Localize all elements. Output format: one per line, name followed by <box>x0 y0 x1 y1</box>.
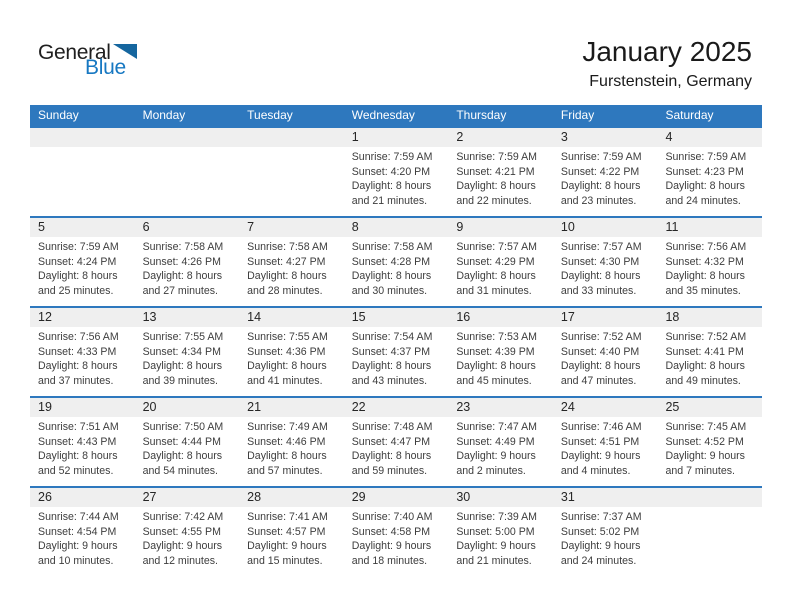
day-details <box>448 507 553 568</box>
day-number: 17 <box>553 308 658 327</box>
day-info-line: and 57 minutes. <box>247 464 323 477</box>
day-details <box>448 237 553 298</box>
day-details <box>344 147 449 208</box>
title-block <box>582 36 752 91</box>
logo-text-general: General <box>38 41 111 64</box>
day-cell <box>448 398 553 486</box>
day-details <box>657 237 762 298</box>
day-cell <box>239 488 344 576</box>
day-info-line: Sunset: 4:44 PM <box>142 435 221 448</box>
day-info-line: Daylight: 8 hours <box>247 450 327 463</box>
day-info-line: and 49 minutes. <box>665 374 741 387</box>
day-number: 5 <box>30 218 135 237</box>
day-info-line: Sunset: 4:49 PM <box>456 435 535 448</box>
day-details <box>135 507 240 568</box>
page-title: January 2025 <box>582 36 752 67</box>
day-cell <box>239 218 344 306</box>
day-info-line: and 43 minutes. <box>351 374 428 387</box>
day-cell <box>448 218 553 306</box>
day-number: 31 <box>553 488 658 507</box>
day-info-line: Sunset: 4:23 PM <box>665 165 744 178</box>
day-info-line: Sunset: 4:28 PM <box>351 255 431 268</box>
day-info-line: Daylight: 8 hours <box>456 270 536 283</box>
day-details <box>239 417 344 478</box>
day-details <box>135 327 240 388</box>
day-info-line: and 30 minutes. <box>351 284 428 297</box>
day-cell <box>239 398 344 486</box>
day-info-line: Sunrise: 7:57 AM <box>560 241 642 253</box>
day-info-line: and 24 minutes. <box>665 194 741 207</box>
day-info-line: Sunset: 4:30 PM <box>560 255 640 268</box>
day-info-line: Sunset: 4:46 PM <box>247 435 326 448</box>
day-info-line: Sunset: 4:26 PM <box>142 255 221 268</box>
weekday-header-thursday: Thursday <box>456 108 507 122</box>
day-number: 6 <box>135 218 240 237</box>
day-info-line: Sunset: 4:40 PM <box>560 345 640 358</box>
day-details <box>553 417 658 478</box>
day-number: 3 <box>553 128 658 147</box>
day-number: 25 <box>657 398 762 417</box>
day-info-line: and 41 minutes. <box>247 374 323 387</box>
day-details <box>30 147 135 150</box>
day-info-line: Daylight: 8 hours <box>456 180 536 193</box>
day-info-line: Daylight: 8 hours <box>665 180 745 193</box>
day-info-line: and 28 minutes. <box>247 284 323 297</box>
day-details <box>239 237 344 298</box>
calendar-table <box>30 105 762 576</box>
day-info-line: Sunrise: 7:59 AM <box>351 151 433 163</box>
day-number: 2 <box>448 128 553 147</box>
day-number: 27 <box>135 488 240 507</box>
calendar-weeks <box>30 126 762 576</box>
weekday-header-wednesday: Wednesday <box>351 108 415 122</box>
day-info-line: and 10 minutes. <box>38 554 114 567</box>
day-info-line: Daylight: 8 hours <box>665 360 745 373</box>
day-info-line: Sunset: 4:51 PM <box>560 435 640 448</box>
day-info-line: Sunrise: 7:51 AM <box>38 421 119 433</box>
day-info-line: Daylight: 8 hours <box>560 180 641 193</box>
day-info-line: Daylight: 8 hours <box>142 450 223 463</box>
day-info-line: Sunrise: 7:54 AM <box>351 331 433 343</box>
day-info-line: Daylight: 9 hours <box>142 540 223 553</box>
day-cell <box>657 488 762 576</box>
day-info-line: and 18 minutes. <box>351 554 428 567</box>
day-info-line: Sunset: 4:47 PM <box>351 435 431 448</box>
day-details <box>239 327 344 388</box>
day-info-line: Sunrise: 7:58 AM <box>247 241 328 253</box>
day-number: 1 <box>344 128 449 147</box>
weekday-header-sunday: Sunday <box>38 108 79 122</box>
weekday-header-monday: Monday <box>142 108 186 122</box>
week-row <box>30 396 762 486</box>
day-info-line: Sunrise: 7:59 AM <box>456 151 537 163</box>
day-details <box>448 147 553 208</box>
day-info-line: Sunset: 4:43 PM <box>38 435 117 448</box>
day-details <box>553 147 658 208</box>
logo-text-blue: Blue <box>85 56 126 80</box>
weekday-header-tuesday: Tuesday <box>247 108 293 122</box>
day-details <box>553 327 658 388</box>
day-info-line: Daylight: 8 hours <box>142 360 223 373</box>
day-info-line: and 12 minutes. <box>142 554 218 567</box>
day-details <box>344 237 449 298</box>
day-number: 8 <box>344 218 449 237</box>
day-cell <box>657 218 762 306</box>
day-cell <box>135 488 240 576</box>
day-info-line: Sunset: 5:02 PM <box>560 525 640 538</box>
day-details <box>239 147 344 150</box>
day-cell <box>553 398 658 486</box>
day-cell <box>448 128 553 216</box>
day-info-line: Sunrise: 7:42 AM <box>142 511 224 523</box>
day-cell <box>30 128 135 216</box>
day-number <box>30 128 135 147</box>
day-info-line: Sunrise: 7:59 AM <box>38 241 119 253</box>
day-info-line: and 25 minutes. <box>38 284 114 297</box>
day-cell <box>30 488 135 576</box>
day-info-line: Sunrise: 7:37 AM <box>560 511 642 523</box>
day-info-line: Sunrise: 7:45 AM <box>665 421 747 433</box>
day-info-line: Sunset: 4:52 PM <box>665 435 744 448</box>
day-cell <box>553 128 658 216</box>
day-number <box>657 488 762 507</box>
day-info-line: Daylight: 8 hours <box>247 270 327 283</box>
day-number: 23 <box>448 398 553 417</box>
day-number: 22 <box>344 398 449 417</box>
day-info-line: and 4 minutes. <box>560 464 631 477</box>
day-info-line: Sunset: 4:21 PM <box>456 165 535 178</box>
day-details <box>135 147 240 150</box>
day-details <box>344 507 449 568</box>
day-info-line: Daylight: 9 hours <box>247 540 327 553</box>
day-details <box>344 327 449 388</box>
day-info-line: Daylight: 8 hours <box>351 360 432 373</box>
day-cell <box>239 128 344 216</box>
day-info-line: and 45 minutes. <box>456 374 532 387</box>
day-info-line: and 35 minutes. <box>665 284 741 297</box>
day-cell <box>30 398 135 486</box>
day-number: 12 <box>30 308 135 327</box>
day-info-line: Daylight: 8 hours <box>560 270 641 283</box>
day-info-line: Daylight: 8 hours <box>247 360 327 373</box>
day-details <box>657 507 762 510</box>
day-info-line: Daylight: 8 hours <box>38 360 118 373</box>
weekday-header-row <box>30 105 762 126</box>
day-info-line: Sunrise: 7:40 AM <box>351 511 433 523</box>
day-cell <box>657 128 762 216</box>
day-info-line: Sunrise: 7:58 AM <box>142 241 224 253</box>
day-number <box>239 128 344 147</box>
day-info-line: and 54 minutes. <box>142 464 218 477</box>
day-number: 14 <box>239 308 344 327</box>
day-info-line: and 23 minutes. <box>560 194 637 207</box>
week-row <box>30 216 762 306</box>
day-number: 9 <box>448 218 553 237</box>
day-info-line: Daylight: 9 hours <box>38 540 118 553</box>
day-number: 28 <box>239 488 344 507</box>
day-info-line: Daylight: 8 hours <box>38 270 118 283</box>
day-cell <box>657 398 762 486</box>
day-info-line: Sunset: 4:33 PM <box>38 345 117 358</box>
day-info-line: Daylight: 8 hours <box>456 360 536 373</box>
day-info-line: Sunset: 4:24 PM <box>38 255 117 268</box>
day-number <box>135 128 240 147</box>
day-info-line: Sunset: 4:34 PM <box>142 345 221 358</box>
day-cell <box>448 308 553 396</box>
day-cell <box>553 488 658 576</box>
day-details <box>448 327 553 388</box>
week-row <box>30 126 762 216</box>
day-number: 30 <box>448 488 553 507</box>
day-details <box>239 507 344 568</box>
day-cell <box>135 308 240 396</box>
day-info-line: and 39 minutes. <box>142 374 218 387</box>
day-number: 13 <box>135 308 240 327</box>
day-info-line: Sunrise: 7:56 AM <box>665 241 747 253</box>
day-number: 26 <box>30 488 135 507</box>
weekday-header-friday: Friday <box>560 108 595 122</box>
day-info-line: Sunrise: 7:39 AM <box>456 511 537 523</box>
day-info-line: Sunrise: 7:55 AM <box>247 331 328 343</box>
day-info-line: Sunset: 4:57 PM <box>247 525 326 538</box>
day-info-line: Sunset: 4:41 PM <box>665 345 744 358</box>
day-details <box>448 417 553 478</box>
day-info-line: and 21 minutes. <box>456 554 532 567</box>
week-row <box>30 486 762 576</box>
day-cell <box>448 488 553 576</box>
day-info-line: Sunrise: 7:41 AM <box>247 511 328 523</box>
day-info-line: Daylight: 8 hours <box>38 450 118 463</box>
day-cell <box>553 308 658 396</box>
day-number: 10 <box>553 218 658 237</box>
day-cell <box>344 218 449 306</box>
day-info-line: Sunrise: 7:52 AM <box>560 331 642 343</box>
day-info-line: Daylight: 8 hours <box>351 450 432 463</box>
day-info-line: Sunset: 4:32 PM <box>665 255 744 268</box>
day-info-line: Daylight: 8 hours <box>142 270 223 283</box>
day-info-line: Daylight: 8 hours <box>665 270 745 283</box>
day-info-line: Sunrise: 7:48 AM <box>351 421 433 433</box>
day-info-line: and 22 minutes. <box>456 194 532 207</box>
day-details <box>30 417 135 478</box>
day-number: 20 <box>135 398 240 417</box>
day-info-line: Daylight: 9 hours <box>560 540 641 553</box>
day-details <box>135 417 240 478</box>
week-row <box>30 306 762 396</box>
day-info-line: Daylight: 9 hours <box>456 540 536 553</box>
day-info-line: and 52 minutes. <box>38 464 114 477</box>
day-info-line: and 24 minutes. <box>560 554 637 567</box>
day-info-line: Sunset: 4:27 PM <box>247 255 326 268</box>
day-details <box>30 327 135 388</box>
day-info-line: and 27 minutes. <box>142 284 218 297</box>
day-cell <box>30 308 135 396</box>
day-info-line: Daylight: 9 hours <box>560 450 641 463</box>
day-cell <box>344 488 449 576</box>
day-info-line: Sunrise: 7:59 AM <box>560 151 642 163</box>
day-info-line: Sunrise: 7:53 AM <box>456 331 537 343</box>
day-details <box>657 417 762 478</box>
day-info-line: Daylight: 9 hours <box>456 450 536 463</box>
day-info-line: Sunset: 5:00 PM <box>456 525 535 538</box>
day-info-line: and 15 minutes. <box>247 554 323 567</box>
day-info-line: Sunset: 4:22 PM <box>560 165 640 178</box>
day-cell <box>135 128 240 216</box>
day-info-line: and 7 minutes. <box>665 464 735 477</box>
day-info-line: Sunset: 4:39 PM <box>456 345 535 358</box>
day-info-line: Sunrise: 7:46 AM <box>560 421 642 433</box>
day-info-line: Sunrise: 7:59 AM <box>665 151 747 163</box>
day-number: 7 <box>239 218 344 237</box>
day-info-line: Sunset: 4:37 PM <box>351 345 431 358</box>
day-info-line: Sunrise: 7:50 AM <box>142 421 224 433</box>
day-details <box>657 147 762 208</box>
day-info-line: Daylight: 8 hours <box>560 360 641 373</box>
day-cell <box>239 308 344 396</box>
day-details <box>135 237 240 298</box>
day-info-line: Sunset: 4:54 PM <box>38 525 117 538</box>
day-cell <box>657 308 762 396</box>
day-cell <box>135 218 240 306</box>
day-number: 24 <box>553 398 658 417</box>
day-number: 11 <box>657 218 762 237</box>
day-info-line: Sunset: 4:36 PM <box>247 345 326 358</box>
day-info-line: and 47 minutes. <box>560 374 637 387</box>
day-info-line: Daylight: 9 hours <box>351 540 432 553</box>
day-info-line: Sunrise: 7:52 AM <box>665 331 747 343</box>
day-cell <box>30 218 135 306</box>
day-details <box>30 507 135 568</box>
day-cell <box>344 308 449 396</box>
day-number: 16 <box>448 308 553 327</box>
day-info-line: Sunset: 4:20 PM <box>351 165 431 178</box>
day-info-line: and 31 minutes. <box>456 284 532 297</box>
day-details <box>553 237 658 298</box>
day-details <box>553 507 658 568</box>
day-info-line: and 33 minutes. <box>560 284 637 297</box>
day-cell <box>344 398 449 486</box>
day-info-line: Sunrise: 7:49 AM <box>247 421 328 433</box>
day-details <box>344 417 449 478</box>
general-blue-logo <box>38 42 137 79</box>
day-info-line: Sunrise: 7:44 AM <box>38 511 119 523</box>
weekday-header-saturday: Saturday <box>665 108 714 122</box>
day-info-line: Sunrise: 7:55 AM <box>142 331 224 343</box>
day-info-line: Sunset: 4:58 PM <box>351 525 431 538</box>
day-info-line: and 37 minutes. <box>38 374 114 387</box>
day-number: 21 <box>239 398 344 417</box>
day-info-line: and 59 minutes. <box>351 464 428 477</box>
day-info-line: Sunrise: 7:57 AM <box>456 241 537 253</box>
day-number: 29 <box>344 488 449 507</box>
day-number: 4 <box>657 128 762 147</box>
day-info-line: Sunset: 4:55 PM <box>142 525 221 538</box>
day-number: 19 <box>30 398 135 417</box>
day-cell <box>344 128 449 216</box>
day-info-line: Sunrise: 7:47 AM <box>456 421 537 433</box>
day-info-line: Sunrise: 7:58 AM <box>351 241 433 253</box>
day-number: 15 <box>344 308 449 327</box>
day-details <box>30 237 135 298</box>
day-details <box>657 327 762 388</box>
day-info-line: Sunset: 4:29 PM <box>456 255 535 268</box>
location-subtitle: Furstenstein, Germany <box>589 73 752 91</box>
day-info-line: and 21 minutes. <box>351 194 428 207</box>
day-number: 18 <box>657 308 762 327</box>
day-info-line: Sunrise: 7:56 AM <box>38 331 119 343</box>
day-cell <box>135 398 240 486</box>
day-cell <box>553 218 658 306</box>
day-info-line: Daylight: 8 hours <box>351 180 432 193</box>
day-info-line: Daylight: 9 hours <box>665 450 745 463</box>
day-info-line: Daylight: 8 hours <box>351 270 432 283</box>
day-info-line: and 2 minutes. <box>456 464 526 477</box>
